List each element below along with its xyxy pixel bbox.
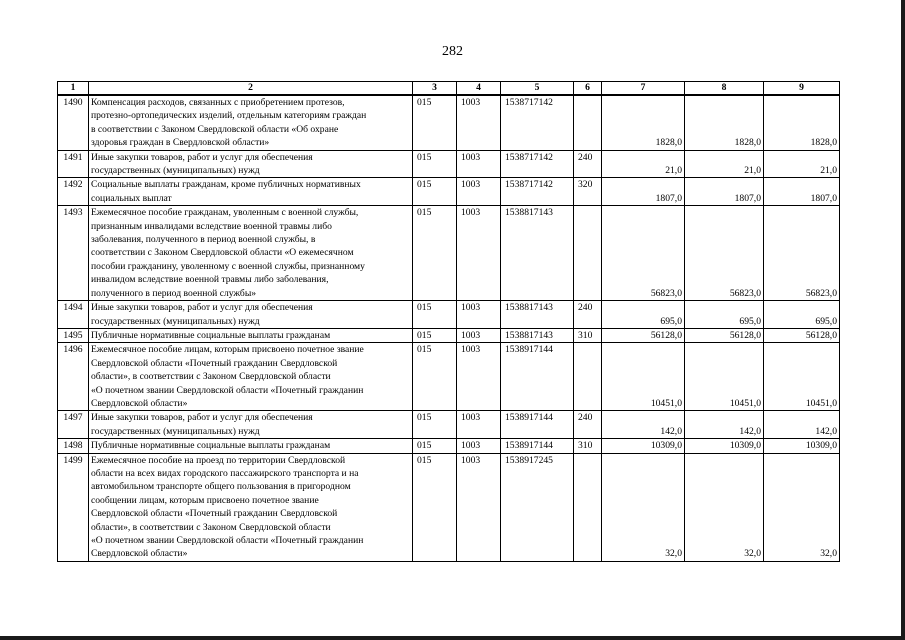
row-col8-amount: 32,0 — [685, 453, 764, 561]
row-col9-amount: 10451,0 — [764, 343, 840, 411]
row-col7-amount: 1807,0 — [602, 178, 685, 206]
row-col3: 015 — [413, 301, 457, 329]
description-line: государственных (муниципальных) нужд — [91, 425, 260, 437]
row-col3: 015 — [413, 206, 457, 301]
row-col9-amount: 1828,0 — [764, 95, 840, 150]
col-header-9: 9 — [764, 82, 840, 96]
row-col9-amount: 10309,0 — [764, 439, 840, 453]
row-col6: 240 — [574, 411, 602, 439]
col-header-2: 2 — [89, 82, 413, 96]
row-col9-amount: 56128,0 — [764, 328, 840, 342]
row-number: 1497 — [58, 411, 89, 439]
row-col5: 1538817143 — [501, 301, 574, 329]
col-header-7: 7 — [602, 82, 685, 96]
row-col5: 1538917144 — [501, 411, 574, 439]
description-line: Публичные нормативные социальные выплаты гражданам — [91, 440, 331, 452]
description-line: Публичные нормативные социальные выплаты гражданам — [91, 329, 331, 341]
row-col5: 1538717142 — [501, 95, 574, 150]
row-description — [89, 206, 413, 301]
row-col4: 1003 — [457, 150, 501, 178]
table-row — [58, 178, 840, 206]
description-line: Ежемесячное пособие гражданам, уволенным с военной службы, — [91, 207, 359, 219]
row-description — [89, 411, 413, 439]
row-col7-amount: 21,0 — [602, 150, 685, 178]
row-col5: 1538917245 — [501, 453, 574, 561]
description-line: государственных (муниципальных) нужд — [91, 165, 260, 177]
description-line: социальных выплат — [91, 192, 172, 204]
row-col8-amount: 21,0 — [685, 150, 764, 178]
row-col7-amount: 10309,0 — [602, 439, 685, 453]
row-col6: 240 — [574, 150, 602, 178]
row-number: 1492 — [58, 178, 89, 206]
description-line: Социальные выплаты гражданам, кроме публичных нормативных — [91, 179, 361, 191]
description-line: Свердловской области «Почетный гражданин Свердловской — [91, 357, 338, 369]
row-col3: 015 — [413, 328, 457, 342]
row-col8-amount: 142,0 — [685, 411, 764, 439]
description-line: «О почетном звании Свердловской области «Почетный гражданин — [91, 384, 364, 396]
row-col7-amount: 142,0 — [602, 411, 685, 439]
description-line: сообщении лицам, которым присвоено почетное звание — [91, 494, 319, 506]
budget-table — [57, 81, 840, 562]
row-number: 1493 — [58, 206, 89, 301]
col-header-5: 5 — [501, 82, 574, 96]
row-col7-amount: 10451,0 — [602, 343, 685, 411]
row-col4: 1003 — [457, 301, 501, 329]
table-row — [58, 206, 840, 301]
table-row — [58, 95, 840, 150]
row-description — [89, 178, 413, 206]
row-col6 — [574, 206, 602, 301]
page-number: 282 — [442, 44, 463, 59]
row-col5: 1538817143 — [501, 328, 574, 342]
row-number: 1498 — [58, 439, 89, 453]
row-col9-amount: 32,0 — [764, 453, 840, 561]
row-col4: 1003 — [457, 328, 501, 342]
description-line: Иные закупки товаров, работ и услуг для обеспечения — [91, 412, 313, 424]
row-description — [89, 439, 413, 453]
row-col8-amount: 1828,0 — [685, 95, 764, 150]
table-row — [58, 411, 840, 439]
row-col6: 240 — [574, 301, 602, 329]
description-line: области», в соответствии с Законом Свердловской области — [91, 521, 331, 533]
row-col4: 1003 — [457, 453, 501, 561]
row-col8-amount: 695,0 — [685, 301, 764, 329]
col-header-3: 3 — [413, 82, 457, 96]
row-col8-amount: 1807,0 — [685, 178, 764, 206]
row-number: 1495 — [58, 328, 89, 342]
description-line: Компенсация расходов, связанных с приобретением протезов, — [91, 97, 345, 108]
description-line: признанным инвалидами вследствие военной травмы либо — [91, 220, 332, 232]
description-line: полученного в период военной службы» — [91, 287, 257, 299]
row-col3: 015 — [413, 453, 457, 561]
row-col4: 1003 — [457, 343, 501, 411]
description-line: здоровья граждан в Свердловской области» — [91, 137, 270, 149]
description-line: пособии гражданину, уволенному с военной службы, признанному — [91, 260, 365, 272]
description-line: Свердловской области «Почетный гражданин Свердловской — [91, 508, 338, 520]
row-col6: 320 — [574, 178, 602, 206]
description-line: инвалидом вследствие военной травмы либо заболевания, — [91, 274, 329, 286]
col-header-1: 1 — [58, 82, 89, 96]
description-line: Иные закупки товаров, работ и услуг для обеспечения — [91, 302, 313, 314]
description-line: в соответствии с Законом Свердловской области «Об охране — [91, 123, 339, 135]
row-col5: 1538717142 — [501, 150, 574, 178]
row-description — [89, 453, 413, 561]
col-header-8: 8 — [685, 82, 764, 96]
description-line: Иные закупки товаров, работ и услуг для обеспечения — [91, 151, 313, 163]
table-row — [58, 150, 840, 178]
row-number: 1499 — [58, 453, 89, 561]
row-description — [89, 95, 413, 150]
table-row — [58, 328, 840, 342]
description-line: «О почетном звании Свердловской области «Почетный гражданин — [91, 535, 364, 546]
row-col9-amount: 21,0 — [764, 150, 840, 178]
description-line: автомобильном транспорте общего пользования в пригородном — [91, 481, 351, 493]
description-line: Ежемесячное пособие лицам, которым присвоено почетное звание — [91, 344, 364, 356]
row-col3: 015 — [413, 439, 457, 453]
row-col9-amount: 142,0 — [764, 411, 840, 439]
table-row — [58, 343, 840, 411]
row-col4: 1003 — [457, 178, 501, 206]
row-number: 1491 — [58, 150, 89, 178]
row-col4: 1003 — [457, 206, 501, 301]
row-col3: 015 — [413, 95, 457, 150]
row-col3: 015 — [413, 343, 457, 411]
row-col8-amount: 10309,0 — [685, 439, 764, 453]
row-col7-amount: 56128,0 — [602, 328, 685, 342]
row-description — [89, 301, 413, 329]
row-col5: 1538717142 — [501, 178, 574, 206]
row-col9-amount: 56823,0 — [764, 206, 840, 301]
row-col5: 1538917144 — [501, 439, 574, 453]
row-col7-amount: 695,0 — [602, 301, 685, 329]
description-line: области», в соответствии с Законом Свердловской области — [91, 371, 331, 383]
row-col8-amount: 10451,0 — [685, 343, 764, 411]
description-line: Свердловской области» — [91, 397, 188, 409]
table-row — [58, 439, 840, 453]
description-line: государственных (муниципальных) нужд — [91, 315, 260, 327]
description-line: заболевания, полученного в период военной службы, в — [91, 234, 316, 246]
row-col6 — [574, 95, 602, 150]
row-col8-amount: 56823,0 — [685, 206, 764, 301]
col-header-4: 4 — [457, 82, 501, 96]
row-description — [89, 343, 413, 411]
row-col5: 1538817143 — [501, 206, 574, 301]
table-row — [58, 453, 840, 561]
row-col7-amount: 56823,0 — [602, 206, 685, 301]
row-col4: 1003 — [457, 411, 501, 439]
description-line: протезно-ортопедических изделий, отдельным категориям граждан — [91, 110, 367, 122]
header-row — [58, 82, 840, 96]
row-col8-amount: 56128,0 — [685, 328, 764, 342]
table-body — [58, 95, 840, 561]
row-number: 1494 — [58, 301, 89, 329]
row-col6: 310 — [574, 328, 602, 342]
row-col4: 1003 — [457, 439, 501, 453]
description-line: соответствии с Законом Свердловской области «О ежемесячном — [91, 247, 354, 259]
row-col6: 310 — [574, 439, 602, 453]
row-col7-amount: 1828,0 — [602, 95, 685, 150]
row-col6 — [574, 453, 602, 561]
row-number: 1490 — [58, 95, 89, 150]
row-description — [89, 150, 413, 178]
table-row — [58, 301, 840, 329]
row-col3: 015 — [413, 411, 457, 439]
row-col9-amount: 695,0 — [764, 301, 840, 329]
row-col9-amount: 1807,0 — [764, 178, 840, 206]
row-col6 — [574, 343, 602, 411]
row-col3: 015 — [413, 178, 457, 206]
row-number: 1496 — [58, 343, 89, 411]
row-col7-amount: 32,0 — [602, 453, 685, 561]
description-line: Ежемесячное пособие на проезд по территории Свердловской — [91, 454, 346, 466]
description-line: области на всех видах городского пассажирского транспорта и на — [91, 467, 359, 479]
row-description — [89, 328, 413, 342]
row-col3: 015 — [413, 150, 457, 178]
col-header-6: 6 — [574, 82, 602, 96]
description-line: Свердловской области» — [91, 548, 188, 560]
row-col5: 1538917144 — [501, 343, 574, 411]
row-col4: 1003 — [457, 95, 501, 150]
